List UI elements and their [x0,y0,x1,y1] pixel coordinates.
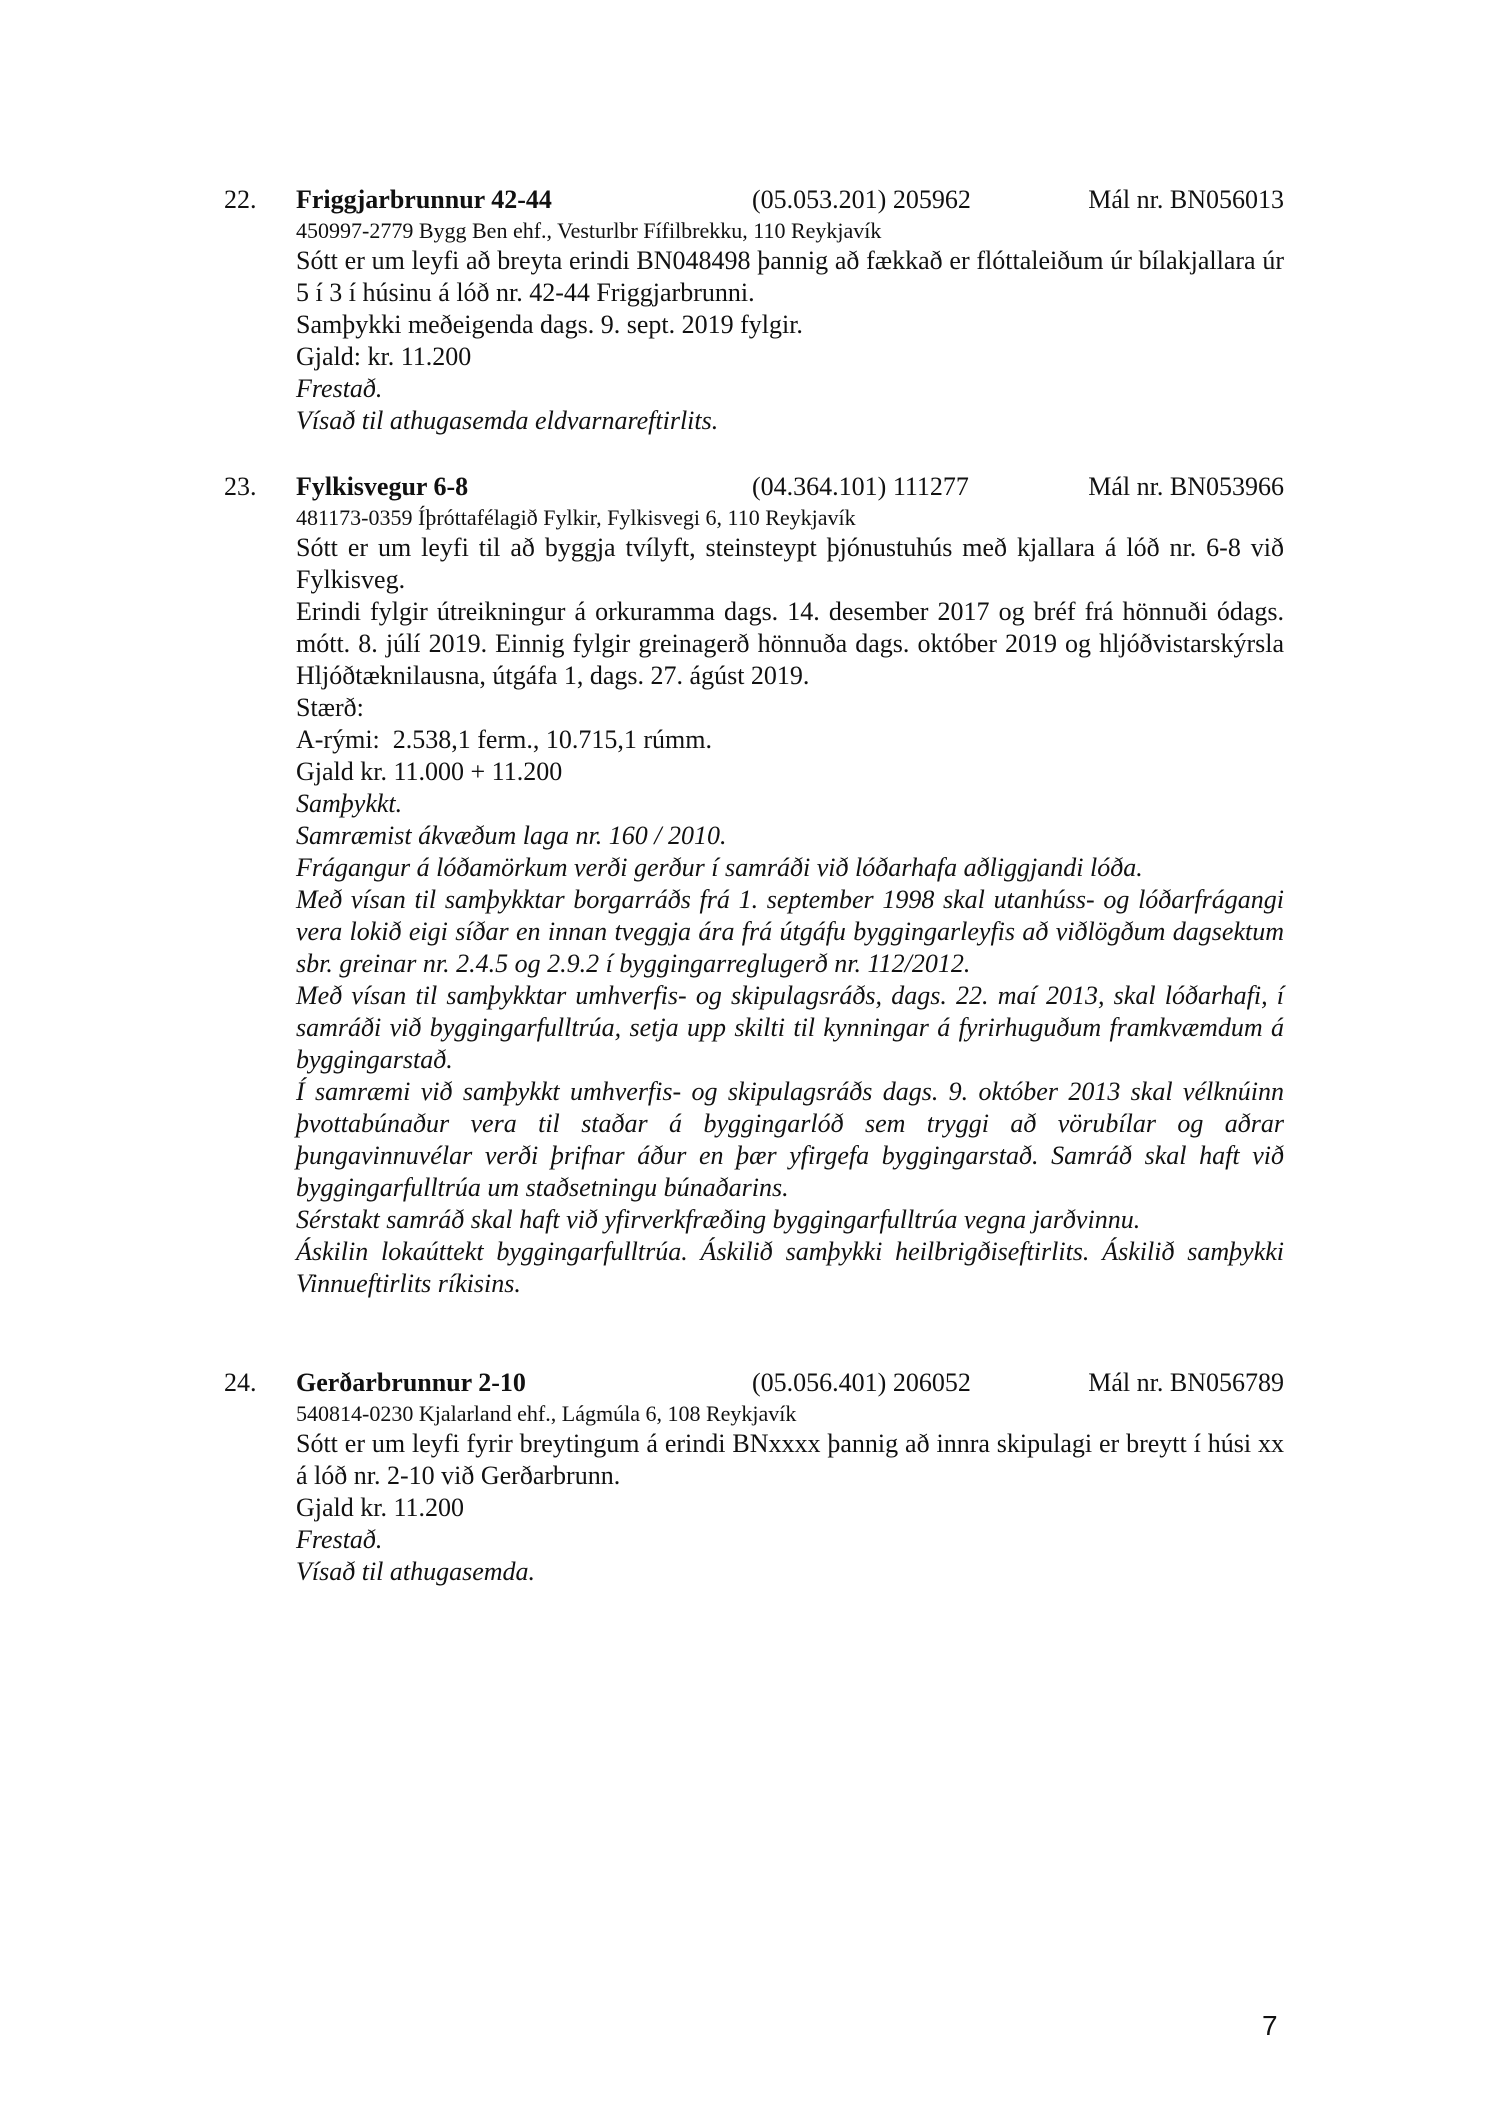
item-case-number: Mál nr. BN056013 [1088,185,1284,214]
item-remark: Sérstakt samráð skal haft við yfirverkfræðing byggingarfulltrúa vegna jarðvinnu. [296,1205,1141,1234]
item-remark: Með vísan til samþykktar borgarráðs frá 1. september 1998 skal utanhúss- og lóðarfrágangi vera lokið eigi síðar en innan tveggja ára frá útgáfu byggingarleyfis að viðlögðum dagsektum sbr. greinar nr. 2.4.5 og 2.9.2 í byggingarreglugerð nr. 112/2012. [296,885,1284,978]
item-remark: Samræmist ákvæðum laga nr. 160 / 2010. [296,821,727,850]
item-remark: Áskilin lokaúttekt byggingarfulltrúa. Áskilið samþykki heilbrigðiseftirlits. Áskilið samþykki Vinnueftirlits ríkisins. [296,1237,1284,1298]
item-remark: Vísað til athugasemda eldvarnareftirlits. [296,406,719,435]
item-size-label: Stærð: [296,693,364,722]
item-heading [224,183,1284,217]
item-lot-number: (05.056.401) 206052 [752,1368,971,1397]
item-remark: Í samræmi við samþykkt umhverfis- og skipulagsráðs dags. 9. október 2013 skal vélknúinn þvottabúnaður vera til staðar á byggingarlóð sem tryggi að vörubílar og aðrar þungavinnuvélar verði þrifnar áður en þær yfirgefa byggingarstað. Samráð skal haft við byggingarfulltrúa um staðsetningu búnaðarins. [296,1077,1284,1202]
item-body [296,1428,1284,1588]
item-number: 23. [224,472,257,501]
agenda-item-22 [224,183,1284,437]
item-body [296,532,1284,1300]
item-remark: Vísað til athugasemda. [296,1557,536,1586]
item-fee: Gjald: kr. 11.200 [296,342,472,371]
item-owner: 450997-2779 Bygg Ben ehf., Vesturlbr Fífilbrekku, 110 Reykjavík [296,218,882,243]
item-lot-number: (05.053.201) 205962 [752,185,971,214]
item-decision: Samþykkt. [296,789,403,818]
item-number: 24. [224,1368,257,1397]
item-owner: 481173-0359 Íþróttafélagið Fylkir, Fylkisvegi 6, 110 Reykjavík [296,505,856,530]
item-paragraph: Sótt er um leyfi fyrir breytingum á erindi BNxxxx þannig að innra skipulagi er breytt í húsi xx á lóð nr. 2-10 við Gerðarbrunn. [296,1429,1284,1490]
item-size-value: A-rými: 2.538,1 ferm., 10.715,1 rúmm. [296,725,712,754]
item-lot-number: (04.364.101) 111277 [752,472,969,501]
item-paragraph: Erindi fylgir útreikningur á orkuramma dags. 14. desember 2017 og bréf frá hönnuði ódags. mótt. 8. júlí 2019. Einnig fylgir greinagerð hönnuða dags. október 2019 og hljóðvistarskýrsla Hljóðtæknilausna, útgáfa 1, dags. 27. ágúst 2019. [296,597,1284,690]
item-address: Fylkisvegur 6-8 [296,472,469,501]
item-body [296,245,1284,437]
item-paragraph: Samþykki meðeigenda dags. 9. sept. 2019 fylgir. [296,310,803,339]
item-remark: Frágangur á lóðamörkum verði gerður í samráði við lóðarhafa aðliggjandi lóða. [296,853,1143,882]
item-owner: 540814-0230 Kjalarland ehf., Lágmúla 6, 108 Reykjavík [296,1401,797,1426]
item-fee: Gjald kr. 11.200 [296,1493,465,1522]
item-number: 22. [224,185,257,214]
page-number: 7 [1262,2010,1278,2041]
item-heading [224,470,1284,504]
item-address: Gerðarbrunnur 2-10 [296,1368,526,1397]
item-case-number: Mál nr. BN053966 [1088,472,1284,501]
item-paragraph: Sótt er um leyfi að breyta erindi BN048498 þannig að fækkað er flóttaleiðum úr bílakjallara úr 5 í 3 í húsinu á lóð nr. 42-44 Friggjarbrunni. [296,246,1284,307]
agenda-item-24 [224,1366,1284,1588]
agenda-item-23 [224,470,1284,1300]
item-case-number: Mál nr. BN056789 [1088,1368,1284,1397]
item-paragraph: Sótt er um leyfi til að byggja tvílyft, steinsteypt þjónustuhús með kjallara á lóð nr. 6-8 við Fylkisveg. [296,533,1284,594]
item-address: Friggjarbrunnur 42-44 [296,185,552,214]
item-remark: Með vísan til samþykktar umhverfis- og skipulagsráðs, dags. 22. maí 2013, skal lóðarhafi, í samráði við byggingarfulltrúa, setja upp skilti til kynningar á fyrirhuguðum framkvæmdum á byggingarstað. [296,981,1284,1074]
item-decision: Frestað. [296,374,383,403]
item-heading [224,1366,1284,1400]
item-fee: Gjald kr. 11.000 + 11.200 [296,757,563,786]
item-decision: Frestað. [296,1525,383,1554]
